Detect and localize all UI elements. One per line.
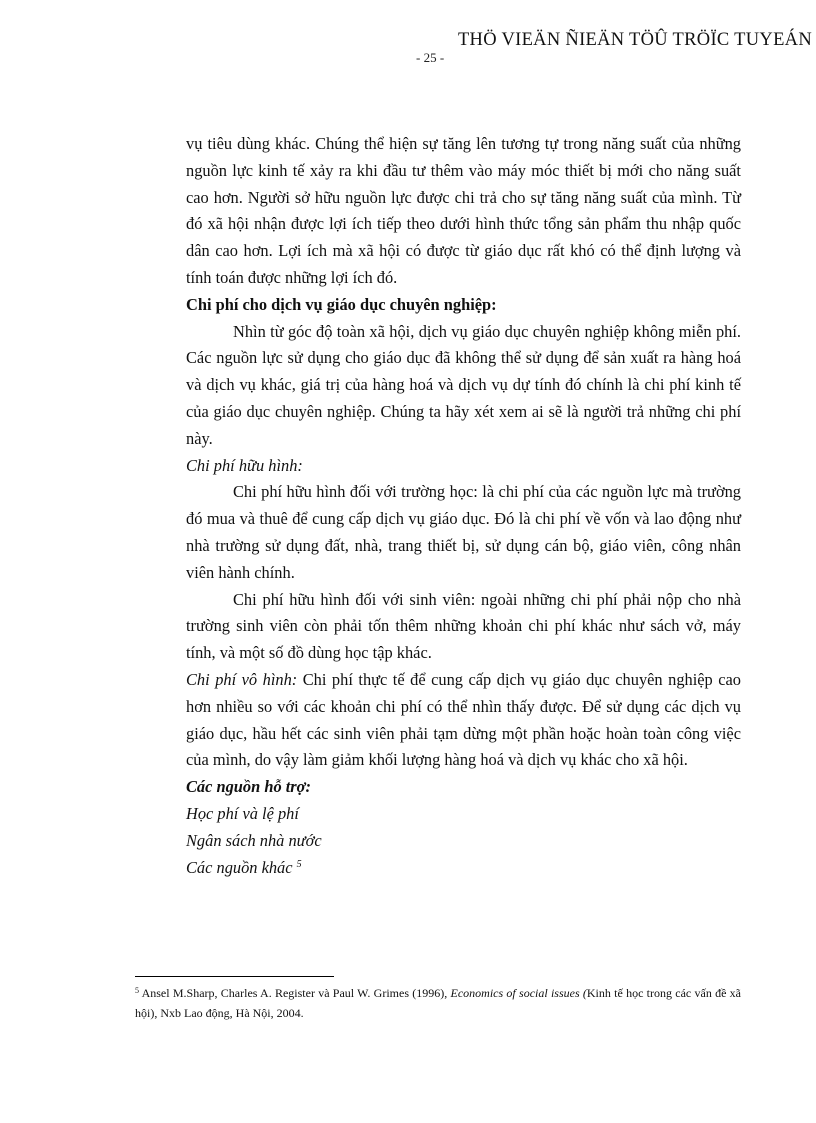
list-item [186, 855, 741, 882]
footnote-book-title: Economics of social issues ( [450, 986, 587, 1000]
footnote-text: Kinh tế học trong các vấn đề xã hội), Nxb Lao động, Hà Nội, 2004. [135, 986, 741, 1020]
paragraph [186, 667, 741, 774]
inline-heading: Chi phí vô hình: [186, 669, 298, 689]
paragraph: Chi phí hữu hình đối với sinh viên: ngoài những chi phí phải nộp cho nhà trường sinh viên còn phải tốn thêm những khoản chi phí khác như sách vở, máy tính, và một số đồ dùng học tập khác. [186, 589, 741, 663]
page-number: - 25 - [416, 50, 445, 65]
paragraph-text: Chi phí thực tế để cung cấp dịch vụ giáo dục chuyên nghiệp cao hơn nhiều so với các khoản chi phí có thể nhìn thấy được. Để sử dụng các dịch vụ giáo dục, hầu hết các sinh viên phải tạm dừng một phần hoặc hoàn toàn công việc của mình, do vậy làm giảm khối lượng hàng hoá và dịch vụ khác cho xã hội. [186, 669, 741, 770]
footnote [135, 984, 741, 1023]
list-item: Ngân sách nhà nước [186, 830, 322, 850]
footnote-separator [135, 976, 334, 977]
section-heading: Các nguồn hỗ trợ: [186, 777, 311, 797]
footnote-reference[interactable]: 5 [296, 858, 302, 870]
subsection-heading: Chi phí hữu hình: [186, 455, 303, 475]
paragraph: Chi phí hữu hình đối với trường học: là chi phí của các nguồn lực mà trường đó mua và thuê để cung cấp dịch vụ giáo dục. Đó là chi phí về vốn và lao động như nhà trường sử dụng đất, nhà, trang thiết bị, sử dụng cán bộ, giáo viên, công nhân viên hành chính. [186, 482, 741, 582]
section-heading: Chi phí cho dịch vụ giáo dục chuyên nghiệp: [186, 294, 497, 314]
paragraph: Nhìn từ góc độ toàn xã hội, dịch vụ giáo dục chuyên nghiệp không miễn phí. Các nguồn lực sử dụng cho giáo dục đã không thể sử dụng để sản xuất ra hàng hoá và dịch vụ khác, giá trị của hàng hoá và dịch vụ dự tính đó chính là chi phí kinh tế của giáo dục chuyên nghiệp. Chúng ta hãy xét xem ai sẽ là người trả những chi phí này. [186, 321, 741, 448]
paragraph: vụ tiêu dùng khác. Chúng thể hiện sự tăng lên tương tự trong năng suất của những nguồn lực kinh tế xảy ra khi đầu tư thêm vào máy móc thiết bị mới cho năng suất cao hơn. Người sở hữu nguồn lực được chi trả cho sự tăng năng suất của mình. Từ đó xã hội nhận được lợi ích tiếp theo dưới hình thức tổng sản phẩm thu nhập quốc dân cao hơn. Lợi ích mà xã hội có được từ giáo dục rất khó có thể định lượng và tính toán được những lợi ích đó. [186, 134, 741, 287]
list-item-text: Các nguồn khác [186, 857, 297, 877]
footnote-text: Ansel M.Sharp, Charles A. Register và Paul W. Grimes (1996), [139, 986, 451, 1000]
header-watermark: THÖ VIEÄN ÑIEÄN TÖÛ TRÖÏC TUYEÁN [457, 30, 812, 50]
list-item: Học phí và lệ phí [186, 803, 299, 823]
document-body [186, 131, 741, 881]
footnote-number: 5 [135, 986, 139, 995]
